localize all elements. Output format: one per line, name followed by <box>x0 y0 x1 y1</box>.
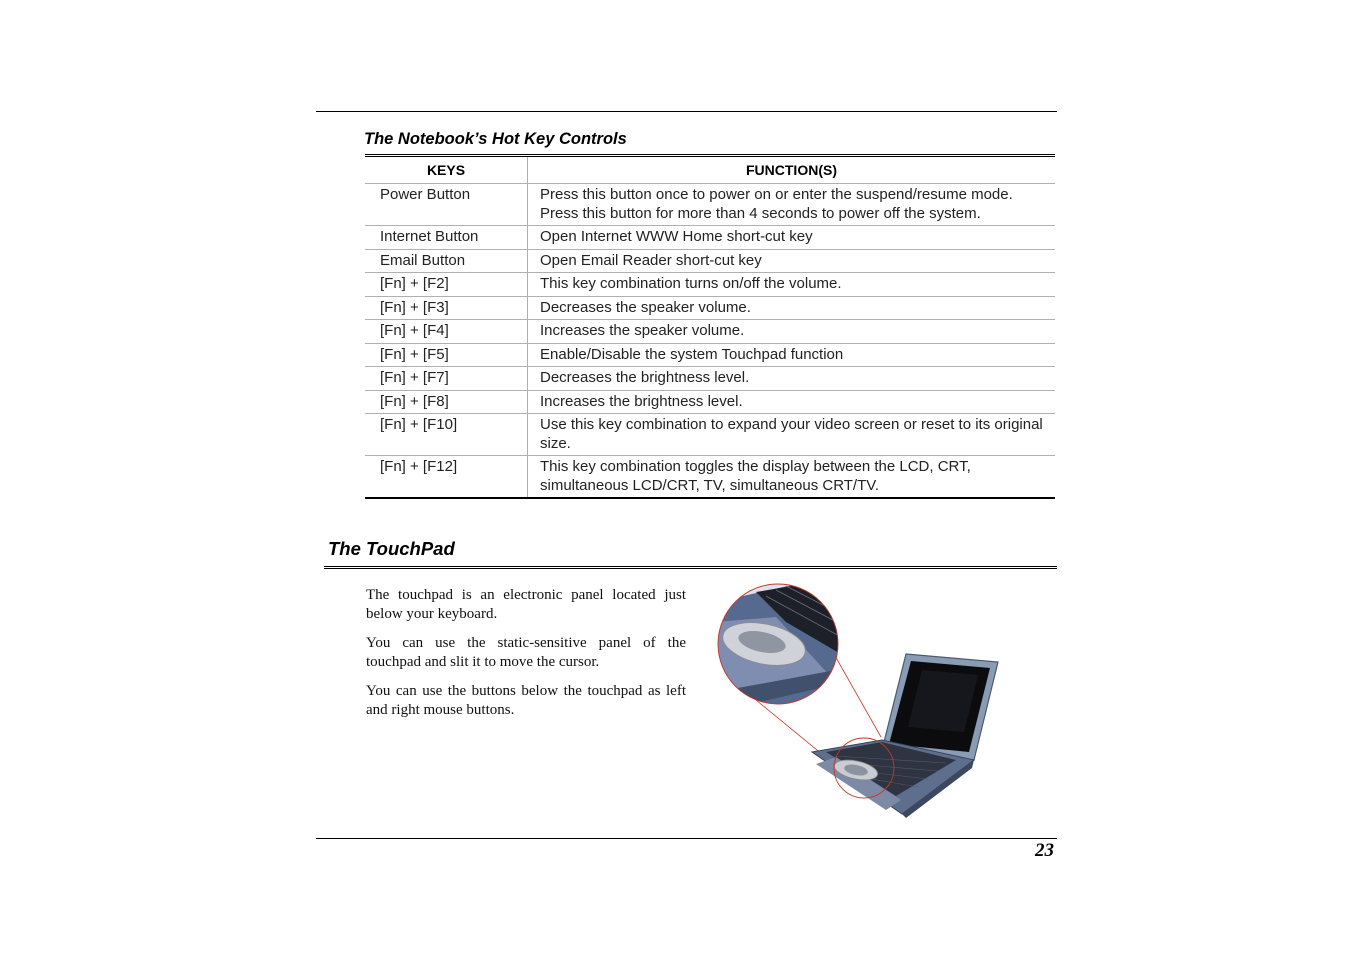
function-text-line: Increases the brightness level. <box>540 392 743 410</box>
hotkey-table <box>365 154 1055 499</box>
hotkey-function-cell <box>528 273 1056 297</box>
function-text-line: This key combination toggles the display between the LCD, CRT, simultaneous LCD/CRT, TV, simultaneous CRT/TV. <box>540 458 971 494</box>
hotkey-function-cell <box>528 456 1056 499</box>
function-text-line: Press this button once to power on or enter the suspend/resume mode. <box>540 186 1013 203</box>
function-text-line: Press this button for more than 4 seconds to power off the system. <box>540 204 981 222</box>
keys-column-header: KEYS <box>365 156 528 184</box>
function-text-line: Open Email Reader short-cut key <box>540 251 762 269</box>
page-number: 23 <box>1035 840 1054 861</box>
table-row <box>365 184 1055 226</box>
laptop-icon <box>812 654 998 818</box>
hotkey-key-cell: [Fn] + [F3] <box>365 296 528 320</box>
function-text-line: Decreases the speaker volume. <box>540 298 751 316</box>
header-rule <box>316 111 1057 112</box>
function-text-line: Decreases the brightness level. <box>540 369 750 386</box>
hotkey-key-cell: Internet Button <box>365 226 528 250</box>
touchpad-paragraph: You can use the static-sensitive panel of the touchpad and slit it to move the cursor. <box>366 635 686 670</box>
touchpad-paragraph: You can use the buttons below the touchpad as left and right mouse buttons. <box>366 683 686 718</box>
touchpad-paragraph: The touchpad is an electronic panel located just below your keyboard. <box>366 587 686 622</box>
hotkey-key-cell: Power Button <box>365 184 528 226</box>
table-row <box>365 296 1055 320</box>
table-row <box>365 226 1055 250</box>
magnified-touchpad-inset <box>716 582 846 712</box>
functions-column-header: FUNCTION(S) <box>528 156 1056 184</box>
function-text-line: Use this key combination to expand your video screen or reset to its original size. <box>540 416 1043 452</box>
hotkey-key-cell: [Fn] + [F10] <box>365 414 528 456</box>
function-text-line: Increases the speaker volume. <box>540 322 745 339</box>
table-row <box>365 367 1055 391</box>
hotkey-key-cell: [Fn] + [F12] <box>365 456 528 499</box>
table-header-row <box>365 156 1055 184</box>
table-row <box>365 320 1055 344</box>
hotkey-function-cell <box>528 226 1056 250</box>
table-row <box>365 343 1055 367</box>
table-row <box>365 249 1055 273</box>
touchpad-heading-rule <box>324 566 1057 569</box>
hotkey-section-title: The Notebook’s Hot Key Controls <box>364 130 627 148</box>
footer-rule <box>316 838 1057 839</box>
hotkey-function-cell <box>528 414 1056 456</box>
table-row <box>365 273 1055 297</box>
hotkey-function-cell <box>528 367 1056 391</box>
function-text-line: This key combination turns on/off the volume. <box>540 275 842 292</box>
touchpad-description <box>366 586 686 730</box>
function-text-line: Open Internet WWW Home short-cut key <box>540 228 813 245</box>
hotkey-function-cell <box>528 390 1056 414</box>
hotkey-function-cell <box>528 249 1056 273</box>
hotkey-function-cell <box>528 296 1056 320</box>
hotkey-function-cell <box>528 343 1056 367</box>
hotkey-key-cell: [Fn] + [F7] <box>365 367 528 391</box>
hotkey-table-body <box>365 184 1055 499</box>
hotkey-key-cell: Email Button <box>365 249 528 273</box>
laptop-touchpad-illustration <box>716 582 1006 818</box>
hotkey-key-cell: [Fn] + [F2] <box>365 273 528 297</box>
table-row <box>365 456 1055 499</box>
function-text-line: Enable/Disable the system Touchpad function <box>540 345 844 363</box>
hotkey-key-cell: [Fn] + [F5] <box>365 343 528 367</box>
hotkey-key-cell: [Fn] + [F4] <box>365 320 528 344</box>
hotkey-key-cell: [Fn] + [F8] <box>365 390 528 414</box>
hotkey-function-cell <box>528 320 1056 344</box>
table-row <box>365 414 1055 456</box>
table-row <box>365 390 1055 414</box>
hotkey-function-cell <box>528 184 1056 226</box>
touchpad-section-heading: The TouchPad <box>328 538 455 559</box>
